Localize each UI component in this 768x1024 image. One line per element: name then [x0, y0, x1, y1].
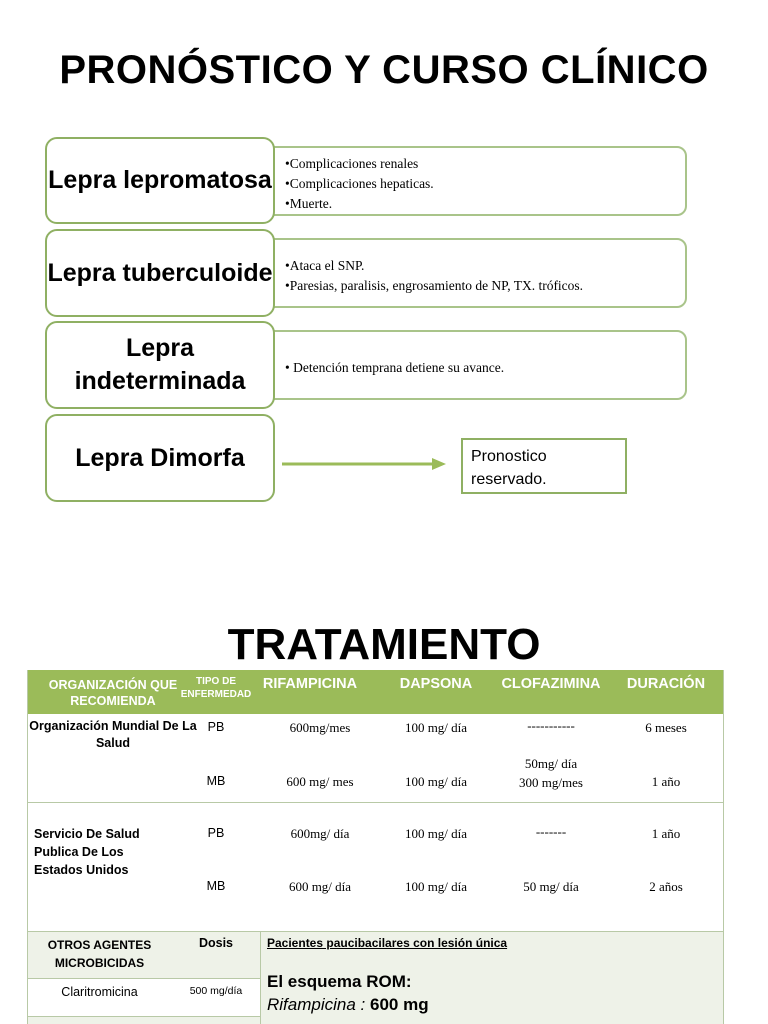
treatment-title: TRATAMIENTO — [227, 620, 541, 669]
cell-tipo: MB — [206, 774, 226, 788]
bullet-item: • Detención temprana detiene su avance. — [285, 358, 675, 378]
header-dapsona: DAPSONA — [399, 676, 473, 692]
table-header — [28, 670, 723, 714]
column-divider — [260, 932, 261, 1024]
org-usphs: Servicio De Salud Publica De Los Estados Unidos — [34, 827, 140, 877]
bullets-box-tuberculoide — [255, 238, 687, 308]
rom-scheme: El esquema ROM: — [267, 972, 412, 991]
cell-tipo: MB — [206, 879, 226, 893]
bullet-item: • Complicaciones renales — [285, 154, 675, 174]
cell-clo: 50mg/ día 300 mg/mes — [519, 756, 583, 790]
cell-rif: 600mg/ día — [290, 826, 350, 841]
other-agents-header: OTROS AGENTES MICROBICIDAS — [47, 938, 152, 970]
bullets-box-lepromatosa — [255, 146, 687, 216]
type-box-dimorfa: Lepra Dimorfa — [45, 414, 275, 502]
header-duracion: DURACIÓN — [626, 676, 706, 692]
row-divider — [28, 802, 723, 803]
page-title: PRONÓSTICO Y CURSO CLÍNICO — [59, 48, 709, 92]
cell-dur: 1 año — [651, 826, 681, 841]
cell-dap: 100 mg/ día — [404, 774, 468, 789]
header-rifampicina: RIFAMPICINA — [262, 676, 358, 692]
cell-tipo: PB — [207, 826, 225, 840]
cell-rif: 600mg/mes — [289, 720, 351, 735]
cell-clo: ------- — [535, 824, 567, 839]
cell-dur: 1 año — [651, 774, 681, 789]
arrow-right-icon — [282, 455, 452, 475]
cell-clo: 50 mg/ día — [523, 879, 579, 894]
row-divider — [28, 1016, 260, 1017]
org-oms: Organización Mundial De La Salud — [29, 719, 197, 750]
type-box-lepromatosa: Lepra lepromatosa — [45, 137, 275, 224]
cell-clo: ----------- — [527, 718, 575, 733]
cell-dap: 100 mg/ día — [404, 720, 468, 735]
type-box-indeterminada: Lepra indeterminada — [45, 321, 275, 409]
cell-rif: 600 mg/ día — [288, 879, 352, 894]
cell-tipo: PB — [207, 720, 225, 734]
dose-claritromicina: 500 mg/día — [189, 985, 243, 997]
cell-dap: 100 mg/ día — [404, 879, 468, 894]
rom-drug-line — [267, 995, 429, 1015]
type-box-tuberculoide: Lepra tuberculoide — [45, 229, 275, 317]
bullet-item: • Ataca el SNP. — [285, 256, 675, 276]
cell-dap: 100 mg/ día — [404, 826, 468, 841]
bullet-item: • Muerte. — [285, 194, 675, 214]
bullets-box-indeterminada — [255, 330, 687, 400]
header-organizacion: ORGANIZACIÓN QUE RECOMIENDA — [48, 678, 178, 708]
cell-rif: 600 mg/ mes — [286, 774, 354, 789]
treatment-table — [27, 670, 724, 1024]
header-clofazimina: CLOFAZIMINA — [501, 676, 601, 692]
header-tipo: TIPO DE ENFERMEDAD — [180, 676, 252, 700]
rom-subtitle: Pacientes paucibacilares con lesión única — [267, 936, 508, 950]
rom-dose: 600 mg — [370, 995, 429, 1014]
prognosis-box: Pronostico reservado. — [461, 438, 627, 494]
cell-dur: 2 años — [649, 879, 683, 894]
agent-claritromicina: Claritromicina — [61, 985, 138, 999]
cell-dur: 6 meses — [645, 720, 687, 735]
bullet-item: • Paresias, paralisis, engrosamiento de NP, TX. tróficos. — [285, 276, 675, 296]
bullet-item: • Complicaciones hepaticas. — [285, 174, 675, 194]
dose-header: Dosis — [198, 936, 234, 950]
rom-drug: Rifampicina : — [267, 995, 366, 1014]
